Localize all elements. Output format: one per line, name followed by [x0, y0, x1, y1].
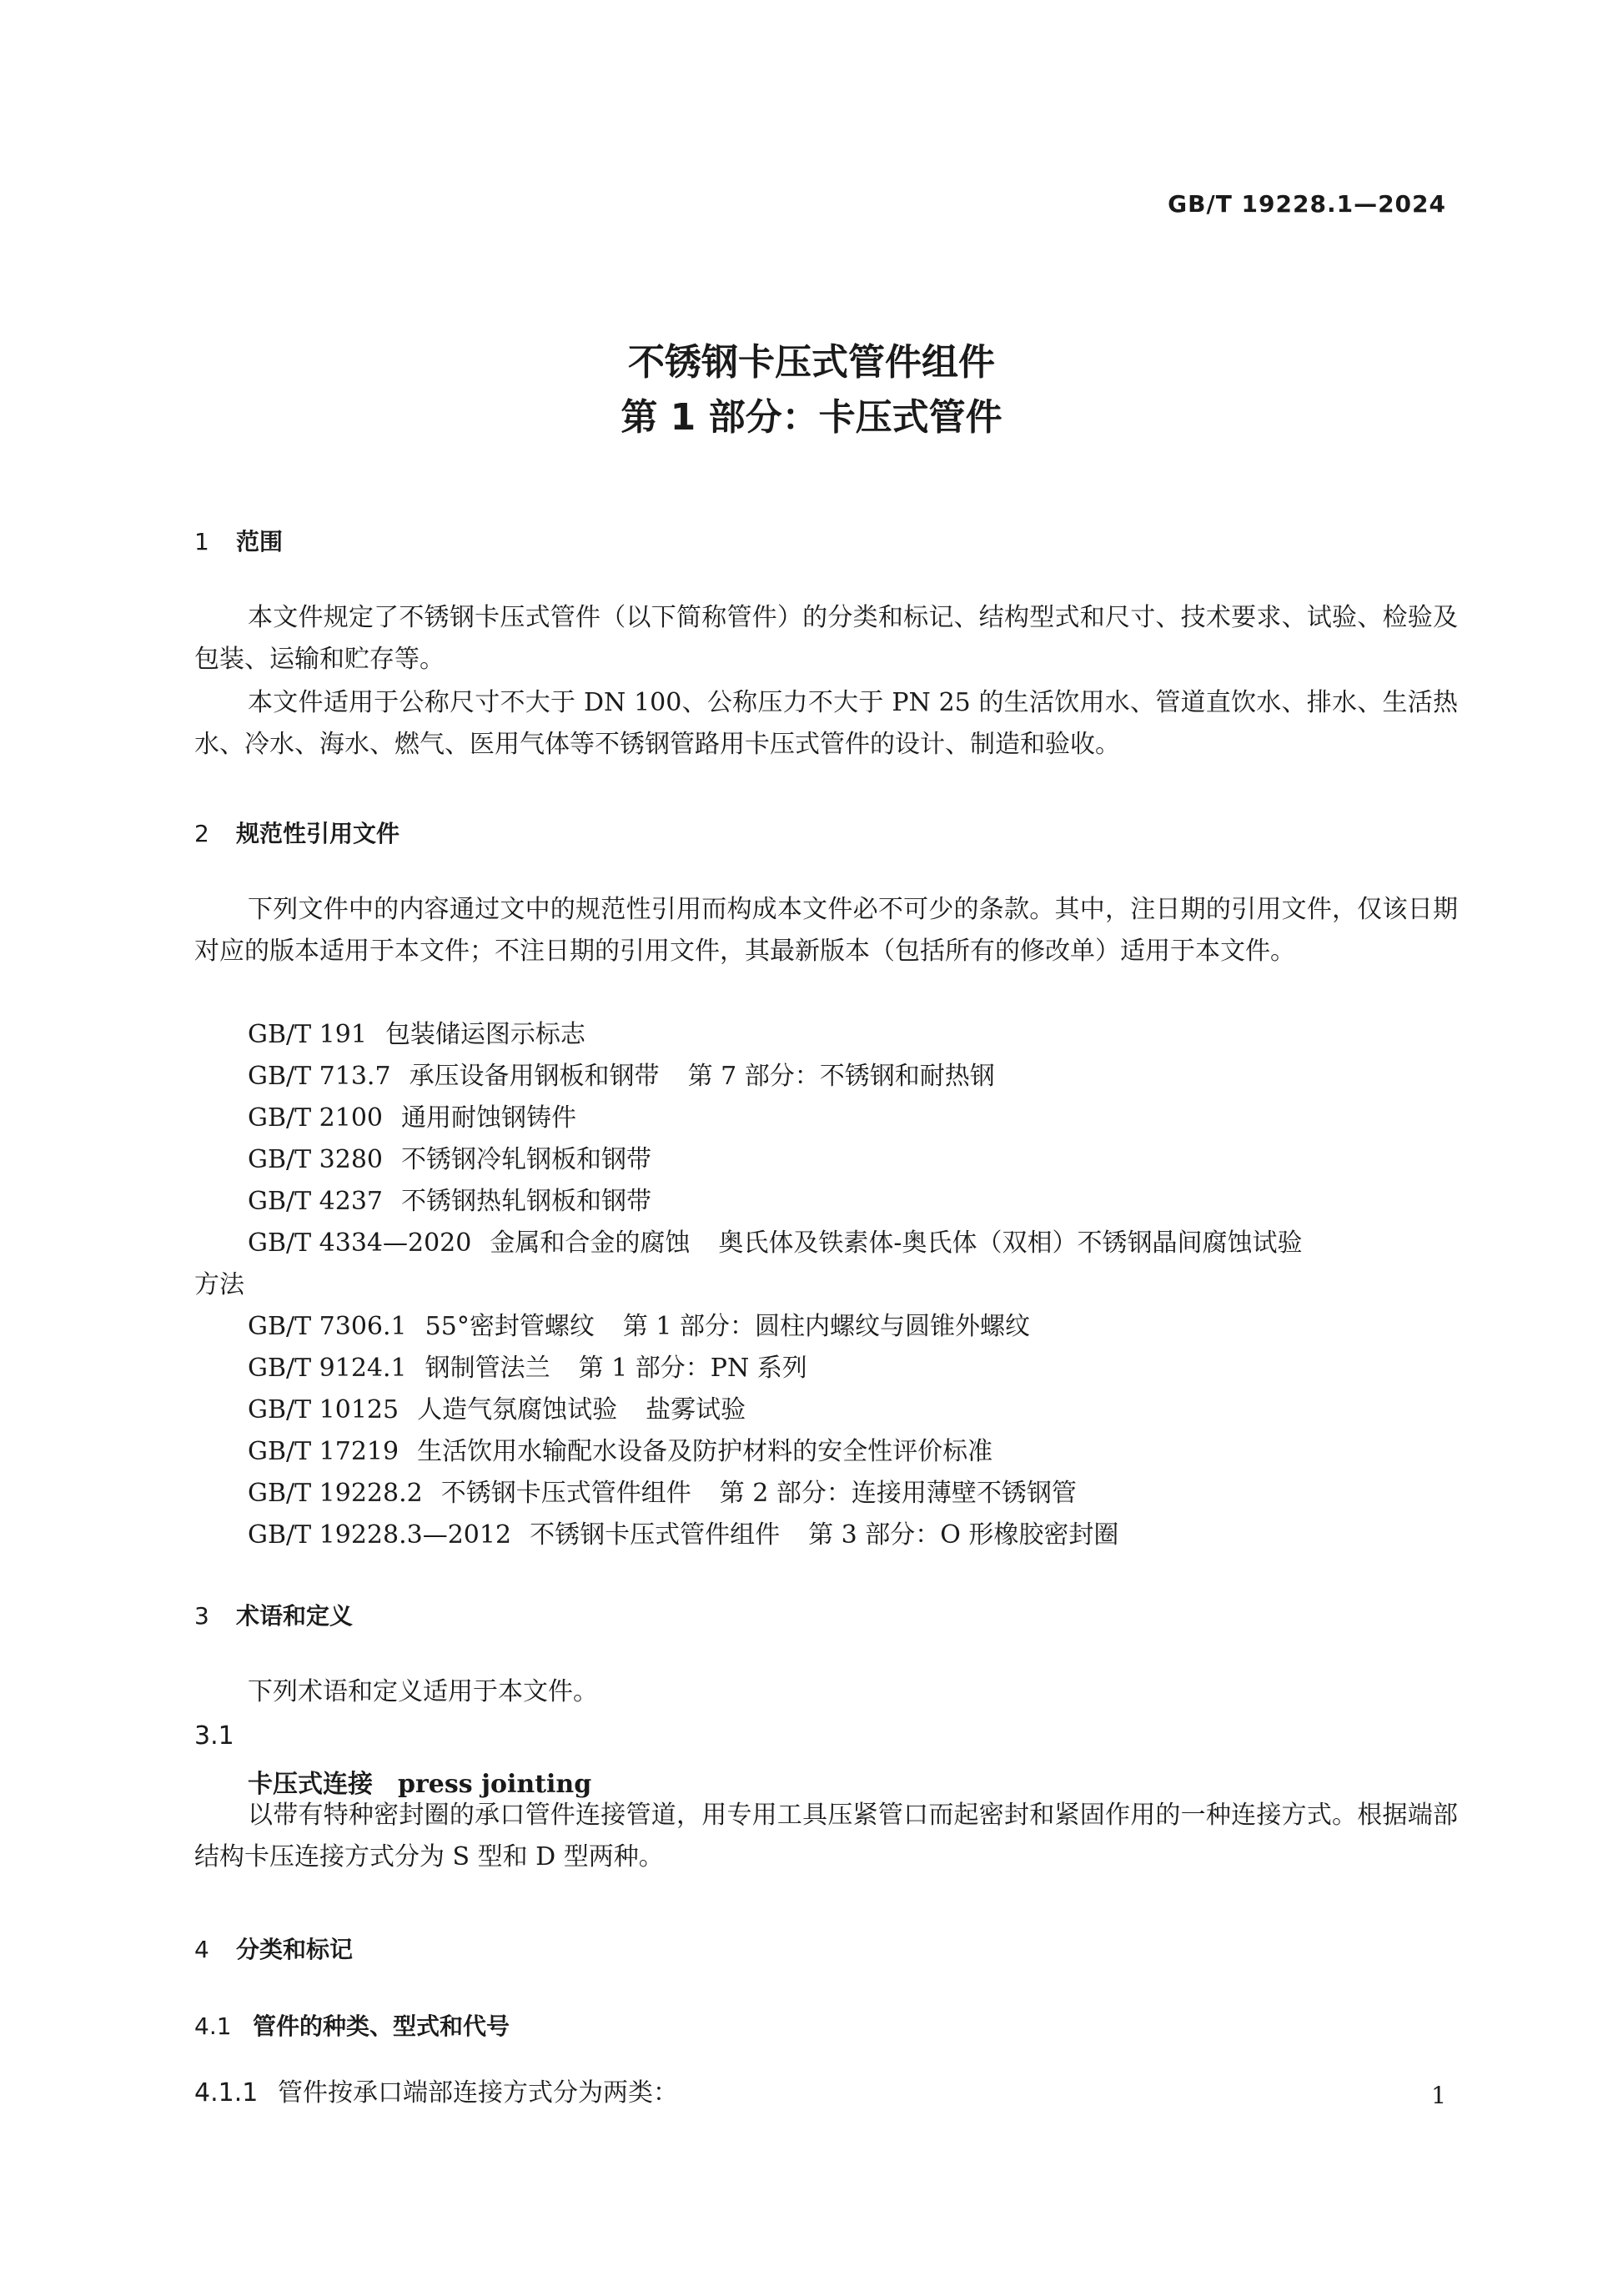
section-3-intro: 下列术语和定义适用于本文件。	[248, 1677, 598, 1706]
section-title: 术语和定义	[236, 1602, 354, 1630]
reference-code: GB/T 19228.2	[248, 1479, 423, 1508]
document-title-line2: 第 1 部分：卡压式管件	[621, 396, 1002, 439]
section-4-heading	[194, 1932, 353, 1965]
reference-item	[248, 1181, 651, 1223]
subsection-title: 管件的种类、型式和代号	[253, 2012, 510, 2040]
reference-code: GB/T 9124.1	[248, 1354, 407, 1383]
reference-title: 不锈钢卡压式管件组件	[530, 1520, 781, 1550]
reference-code: GB/T 191	[248, 1020, 367, 1049]
clause-4-1-1	[194, 2072, 678, 2108]
reference-item	[248, 1139, 651, 1181]
reference-code: GB/T 10125	[248, 1395, 399, 1424]
standard-code: GB/T 19228.1—2024	[1168, 190, 1446, 218]
term-chinese: 卡压式连接	[248, 1770, 373, 1799]
reference-part-title: 第 3 部分：O 形橡胶密封圈	[808, 1520, 1119, 1550]
reference-item	[248, 1431, 992, 1473]
subsection-4-1-heading	[194, 2008, 510, 2042]
section-1-heading	[194, 524, 283, 557]
reference-title: 55°密封管螺纹	[425, 1312, 595, 1341]
reference-title: 人造气氛腐蚀试验	[417, 1395, 618, 1424]
reference-item	[248, 1389, 746, 1431]
section-1-paragraph-2: 本文件适用于公称尺寸不大于 DN 100、公称压力不大于 PN 25 的生活饮用水、管道直饮水、排水、生活热水、冷水、海水、燃气、医用气体等不锈钢管路用卡压式管件的设计、制造和验收。	[194, 688, 1458, 759]
term-definition: 以带有特种密封圈的承口管件连接管道，用专用工具压紧管口而起密封和紧固作用的一种连接方式。根据端部结构卡压连接方式分为 S 型和 D 型两种。	[194, 1801, 1458, 1871]
reference-code: GB/T 19228.3—2012	[248, 1520, 512, 1550]
reference-title: 金属和合金的腐蚀	[490, 1228, 691, 1258]
reference-item	[248, 1223, 1303, 1264]
reference-title: 不锈钢冷轧钢板和钢带	[401, 1145, 652, 1174]
reference-item	[248, 1348, 807, 1389]
subsection-number: 4.1	[194, 2012, 232, 2040]
reference-part-title: 第 7 部分：不锈钢和耐热钢	[687, 1062, 995, 1091]
section-number: 1	[194, 528, 209, 555]
reference-code: GB/T 7306.1	[248, 1312, 407, 1341]
reference-title: 承压设备用钢板和钢带	[409, 1062, 660, 1091]
term-number: 3.1	[194, 1721, 234, 1751]
section-number: 4	[194, 1936, 209, 1963]
reference-code: GB/T 2100	[248, 1103, 384, 1133]
reference-item	[248, 1056, 995, 1098]
reference-code: GB/T 4334—2020	[248, 1228, 472, 1258]
reference-code: GB/T 17219	[248, 1437, 399, 1466]
section-1-paragraph-1: 本文件规定了不锈钢卡压式管件（以下简称管件）的分类和标记、结构型式和尺寸、技术要求、试验、检验及包装、运输和贮存等。	[194, 603, 1458, 674]
document-title-line1: 不锈钢卡压式管件组件	[628, 341, 995, 384]
page-number: 1	[1431, 2082, 1446, 2109]
reference-code: GB/T 4237	[248, 1187, 384, 1216]
section-title: 分类和标记	[236, 1936, 354, 1963]
reference-part-title: 第 2 部分：连接用薄壁不锈钢管	[719, 1479, 1077, 1508]
reference-part-title: 第 1 部分：PN 系列	[578, 1354, 807, 1383]
reference-title: 通用耐蚀钢铸件	[401, 1103, 577, 1133]
reference-title: 包装储运图示标志	[384, 1020, 585, 1049]
reference-code: GB/T 713.7	[248, 1062, 391, 1091]
section-title: 范围	[236, 528, 284, 555]
reference-item	[248, 1098, 576, 1139]
reference-code: GB/T 3280	[248, 1145, 384, 1174]
section-title: 规范性引用文件	[236, 820, 400, 847]
reference-part-title: 奥氏体及铁素体-奥氏体（双相）不锈钢晶间腐蚀试验	[718, 1228, 1303, 1258]
reference-item	[248, 1306, 1030, 1348]
term-english: press jointing	[398, 1770, 592, 1799]
reference-item	[248, 1473, 1077, 1515]
section-3-heading	[194, 1598, 353, 1631]
section-number: 3	[194, 1602, 209, 1630]
reference-title: 不锈钢卡压式管件组件	[440, 1479, 691, 1508]
reference-title: 不锈钢热轧钢板和钢带	[401, 1187, 652, 1216]
reference-continuation: 方法	[194, 1270, 244, 1299]
reference-item	[248, 1515, 1118, 1556]
reference-item	[248, 1014, 585, 1056]
reference-title: 钢制管法兰	[425, 1354, 550, 1383]
reference-part-title: 盐雾试验	[646, 1395, 746, 1424]
section-2-heading	[194, 816, 399, 849]
reference-title: 生活饮用水输配水设备及防护材料的安全性评价标准	[417, 1437, 993, 1466]
reference-part-title: 第 1 部分：圆柱内螺纹与圆锥外螺纹	[622, 1312, 1030, 1341]
clause-number: 4.1.1	[194, 2078, 259, 2108]
section-2-intro: 下列文件中的内容通过文中的规范性引用而构成本文件必不可少的条款。其中，注日期的引用文件，仅该日期对应的版本适用于本文件；不注日期的引用文件，其最新版本（包括所有的修改单）适用于本文件。	[194, 895, 1458, 966]
clause-text: 管件按承口端部连接方式分为两类：	[278, 2078, 678, 2108]
section-number: 2	[194, 820, 209, 847]
